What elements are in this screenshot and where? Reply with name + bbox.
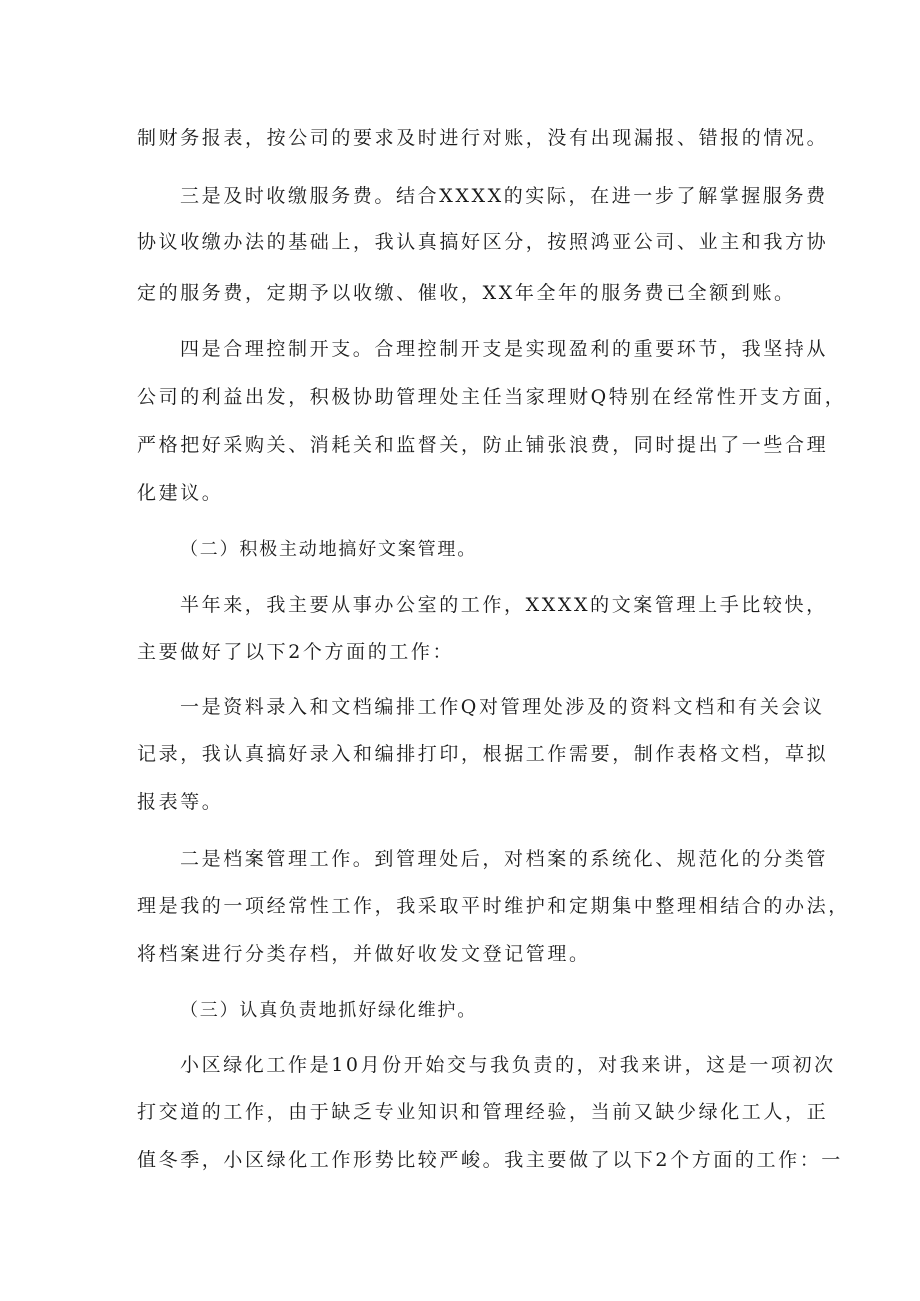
text-line-19: 值冬季，小区绿化工作形势比较严峻。我主要做了以下2个方面的工作：一: [137, 1149, 843, 1171]
section-heading-2: （二）积极主动地搞好文案管理。: [180, 539, 477, 560]
text-line-15: 理是我的一项经常性工作，我采取平时维护和定期集中整理相结合的办法，: [137, 895, 850, 917]
text-line-8: 化建议。: [137, 482, 224, 504]
text-line-10: 主要做好了以下2个方面的工作：: [137, 641, 455, 663]
section-heading-3: （三）认真负责地抓好绿化维护。: [180, 1000, 477, 1021]
text-line-16: 将档案进行分类存档，并做好收发文登记管理。: [137, 943, 591, 965]
text-line-4: 定的服务费，定期予以收缴、催收，XX年全年的服务费已全额到账。: [137, 282, 796, 304]
text-line-13: 报表等。: [137, 791, 224, 813]
text-line-1: 制财务报表，按公司的要求及时进行对账，没有出现漏报、错报的情况。: [137, 127, 829, 149]
text-line-3: 协议收缴办法的基础上，我认真搞好区分，按照鸿亚公司、业主和我方协: [137, 231, 829, 253]
text-line-5: 四是合理控制开支。合理控制开支是实现盈利的重要环节，我坚持从: [180, 338, 829, 360]
text-line-11: 一是资料录入和文档编排工作Q对管理处涉及的资料文档和有关会议: [180, 696, 825, 718]
text-line-14: 二是档案管理工作。到管理处后，对档案的系统化、规范化的分类管: [180, 848, 829, 870]
text-line-2: 三是及时收缴服务费。结合XXXX的实际，在进一步了解掌握服务费: [180, 185, 828, 207]
text-line-18: 打交道的工作，由于缺乏专业知识和管理经验，当前又缺少绿化工人，正: [137, 1101, 829, 1123]
text-line-9: 半年来，我主要从事办公室的工作，XXXX的文案管理上手比较快，: [180, 594, 828, 616]
text-line-6: 公司的利益出发，积极协助管理处主任当家理财Q特别在经常性开支方面，: [137, 386, 847, 408]
text-line-17: 小区绿化工作是10月份开始交与我负责的，对我来讲，这是一项初次: [180, 1054, 836, 1076]
text-line-7: 严格把好采购关、消耗关和监督关，防止铺张浪费，同时提出了一些合理: [137, 434, 829, 456]
text-line-12: 记录，我认真搞好录入和编排打印，根据工作需要，制作表格文档，草拟: [137, 743, 829, 765]
